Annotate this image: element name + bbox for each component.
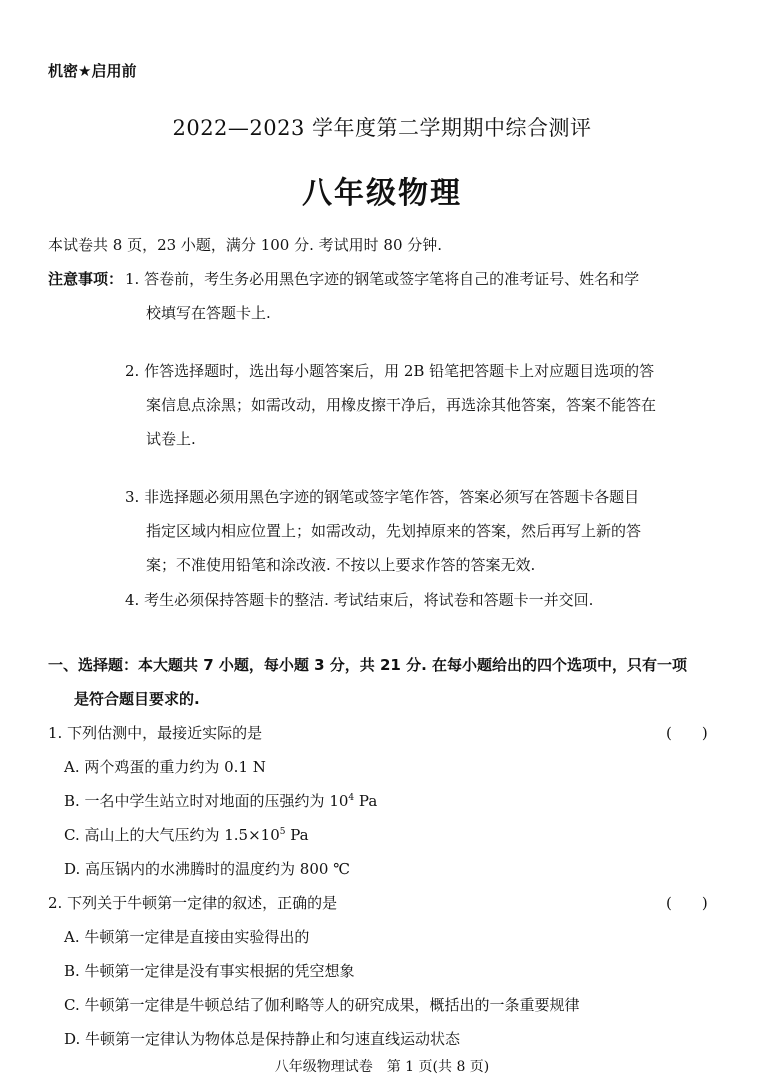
notice-line: 1. 答卷前，考生务必用黑色字迹的钢笔或签字笔将自己的准考证号、姓名和学 — [125, 270, 640, 288]
notice-line: 案；不准使用铅笔和涂改液. 不按以上要求作答的答案无效. — [146, 556, 536, 574]
notice-line: 校填写在答题卡上. — [146, 304, 271, 322]
question-1-option-a: A. 两个鸡蛋的重力约为 0.1 N — [64, 758, 266, 776]
question-1-stem: 1. 下列估测中，最接近实际的是 — [48, 724, 263, 742]
notice-line: 指定区域内相应位置上；如需改动，先划掉原来的答案，然后再写上新的答 — [146, 522, 642, 540]
answer-blank: ( ) — [666, 724, 708, 742]
exam-title: 2022—2023 学年度第二学期期中综合测评 — [172, 116, 592, 140]
question-2-option-c: C. 牛顿第一定律是牛顿总结了伽利略等人的研究成果，概括出的一条重要规律 — [64, 996, 580, 1014]
notice-line: 4. 考生必须保持答题卡的整洁. 考试结束后，将试卷和答题卡一并交回. — [125, 591, 594, 609]
page-footer: 八年级物理试卷 第 1 页(共 8 页) — [274, 1059, 490, 1075]
question-1-option-b: B. 一名中学生站立时对地面的压强约为 $10^4$ Pa — [64, 792, 378, 810]
notice-label: 注意事项： — [48, 270, 124, 288]
exam-intro: 本试卷共 8 页，23 小题，满分 100 分. 考试用时 80 分钟. — [48, 236, 443, 254]
question-2-option-b: B. 牛顿第一定律是没有事实根据的凭空想象 — [64, 962, 355, 980]
answer-blank: ( ) — [666, 894, 708, 912]
question-2-option-d: D. 牛顿第一定律认为物体总是保持静止和匀速直线运动状态 — [64, 1030, 461, 1048]
question-2-option-a: A. 牛顿第一定律是直接由实验得出的 — [64, 928, 310, 946]
question-2-stem: 2. 下列关于牛顿第一定律的叙述，正确的是 — [48, 894, 338, 912]
confidential-label: 机密★启用前 — [48, 62, 137, 80]
notice-line: 试卷上. — [146, 430, 196, 448]
notice-line: 案信息点涂黑；如需改动，用橡皮擦干净后，再选涂其他答案，答案不能答在 — [146, 396, 657, 414]
notice-line: 2. 作答选择题时，选出每小题答案后，用 2B 铅笔把答题卡上对应题目选项的答 — [125, 362, 655, 380]
question-1-option-c: C. 高山上的大气压约为 $1.5\times 10^5$ Pa — [64, 826, 309, 844]
notice-line: 3. 非选择题必须用黑色字迹的钢笔或签字笔作答，答案必须写在答题卡各题目 — [125, 488, 640, 506]
section-heading-cont: 是符合题目要求的. — [74, 690, 200, 708]
question-1-option-d: D. 高压锅内的水沸腾时的温度约为 800 ℃ — [64, 860, 350, 878]
subject-title: 八年级物理 — [302, 176, 462, 211]
section-heading: 一、选择题：本大题共 7 小题，每小题 3 分，共 21 分. 在每小题给出的四个选项中，只有一项 — [48, 656, 688, 674]
